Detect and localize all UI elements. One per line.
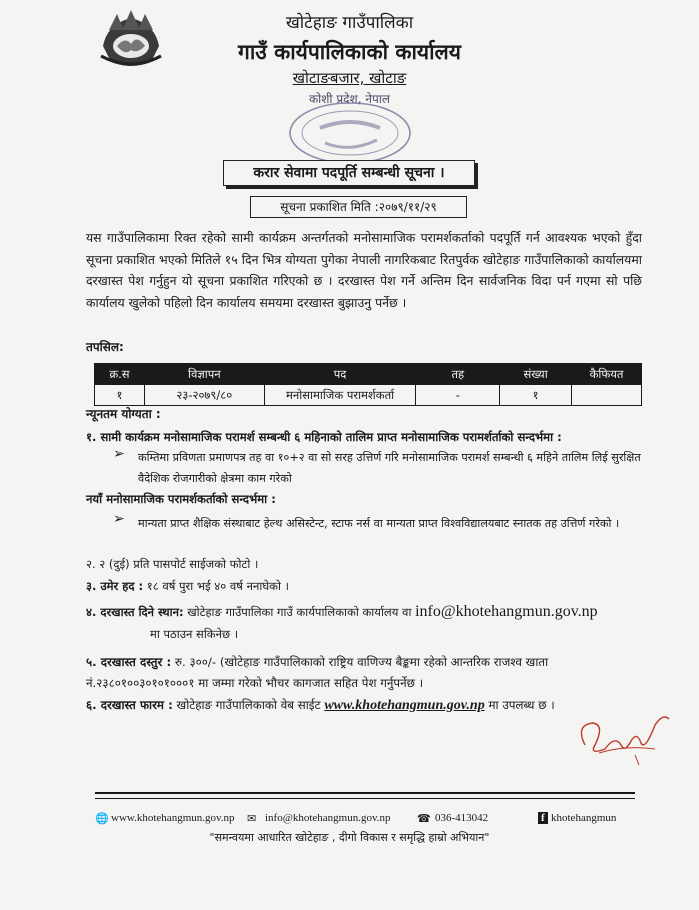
signature-icon — [565, 705, 675, 770]
footer-divider — [95, 792, 635, 794]
point-fee-text: रु. ३००/- (खोटेहाङ गाउँपालिकाको राष्ट्रिय वाणिज्य बैङ्कमा रहेको आन्तरिक राजश्व खाता नं.२३८०१००३०१०१०००१ मा जम्मा गरेको भौचर कागजात सहित पेश गर्नुपर्नेछ । — [86, 655, 549, 690]
globe-icon: 🌐 — [95, 813, 109, 825]
mail-icon: ✉ — [247, 813, 257, 825]
header-level: तह — [416, 364, 500, 385]
cell-remarks — [572, 385, 642, 406]
point-age-text: १८ वर्ष पुरा भई ४० वर्ष ननाघेको । — [143, 579, 289, 593]
facebook-icon: f — [538, 812, 548, 824]
point-place-text: खोटेहाङ गाउँपालिका गाउँ कार्यपालिकाको कार्यालय वा — [183, 605, 416, 619]
footer-facebook-link[interactable]: khotehangmun — [551, 812, 617, 824]
point-form-text: खोटेहाङ गाउँपालिकाको वेब साईट — [172, 698, 325, 712]
section2-detail: मान्यता प्राप्त शैक्षिक संस्थाबाट हेल्थ असिस्टेन्ट, स्टाफ नर्स वा मान्यता प्राप्त विश्वविद्यालयबाट स्नातक तह उत्तिर्ण गरेको । — [138, 517, 620, 530]
phone-icon: ☎ — [417, 813, 431, 825]
min-qualification-heading: न्यूनतम योग्यता : — [86, 407, 161, 421]
header-position: पद — [264, 364, 416, 385]
office-address: खोटाङबजार, खोटाङ — [292, 69, 407, 87]
details-label: तपसिल: — [86, 340, 124, 354]
cell-level: - — [416, 385, 500, 406]
footer-website-link[interactable]: www.khotehangmun.gov.np — [111, 812, 235, 824]
footer-email-link[interactable]: info@khotehangmun.gov.np — [265, 812, 391, 824]
point-place-tail: मा पठाउन सकिनेछ । — [150, 627, 239, 641]
header-remarks: कैफियत — [572, 364, 642, 385]
office-name: गाउँ कार्यपालिकाको कार्यालय — [238, 40, 461, 64]
municipality-name: खोटेहाङ गाउँपालिका — [285, 13, 414, 33]
cell-advertisement: २३-२०७९/८० — [144, 385, 264, 406]
point-age — [86, 579, 289, 594]
footer-phone: 036-413042 — [435, 812, 489, 824]
table-row — [95, 385, 642, 406]
footer-slogan: "समन्वयमा आधारित खोटेहाङ , दीगो विकास र समृद्धि हाम्रो अभियान" — [209, 831, 490, 844]
point-form-label: ६. दरखास्त फारम : — [86, 698, 173, 712]
point-fee — [86, 652, 654, 694]
office-stamp-icon — [285, 98, 415, 168]
publish-date: सूचना प्रकाशित मिति :२०७९/११/२९ — [250, 196, 467, 218]
point-photo: २. २ (दुई) प्रति पासपोर्ट साईजको फोटो । — [86, 557, 259, 571]
section1-detail: कम्तिमा प्रविणता प्रमाणपत्र तह वा १०+२ वा सो सरह उत्तिर्ण गरि मनोसामाजिक परामर्श सम्बन्धी ६ महिने तालिम लिई सुरक्षित वैदेशिक रोजगारीको क्षेत्रमा काम गरेको — [138, 451, 641, 485]
point-fee-label: ५. दरखास्त दस्तुर : — [86, 655, 172, 669]
submission-email-link[interactable]: info@khotehangmun.gov.np — [415, 603, 598, 620]
province-name: कोशी प्रदेश, नेपाल — [308, 92, 391, 106]
notice-title: करार सेवामा पदपूर्ति सम्बन्धी सूचना । — [223, 160, 475, 186]
point-submission-place — [86, 603, 666, 621]
arrow-bullet-icon: ➢ — [113, 446, 125, 462]
section1-heading: १. सामी कार्यक्रम मनोसामाजिक परामर्श सम्बन्धी ६ महिनाको तालिम प्राप्त मनोसामाजिक परामर्शर्ताको सन्दर्भमा : — [86, 430, 562, 444]
point-form-tail: मा उपलब्ध छ । — [484, 698, 555, 712]
vacancy-table — [94, 363, 642, 406]
footer-divider — [95, 798, 635, 799]
arrow-bullet-icon: ➢ — [113, 511, 125, 527]
website-link[interactable]: www.khotehangmun.gov.np — [324, 698, 485, 713]
point-age-label: ३. उमेर हद : — [86, 579, 144, 593]
section2-heading: नयाँ मनोसामाजिक परामर्शकर्ताको सन्दर्भमा : — [86, 492, 276, 506]
header-count: संख्या — [500, 364, 572, 385]
header-serial: क्र.स — [95, 364, 145, 385]
point-place-label: ४. दरखास्त दिने स्थान: — [86, 605, 184, 619]
cell-count: १ — [500, 385, 572, 406]
cell-serial: १ — [95, 385, 145, 406]
table-header-row — [95, 364, 642, 385]
cell-position: मनोसामाजिक परामर्शकर्ता — [264, 385, 416, 406]
notice-paragraph: यस गाउँपालिकामा रिक्त रहेको सामी कार्यक्रम अन्तर्गतको मनोसामाजिक परामर्शकर्ताको पदपूर्ति गर्न आवश्यक भएको हुँदा सूचना प्रकाशित भएको मितिले १५ दिन भित्र योग्यता पुगेका नेपाली नागरिकबाट रितपुर्वक खोटेहाङ गाउँपालिकाको कार्यालयमा दरखास्त पेश गर्नुहुन यो सूचना प्रकाशित गरिएको छ । दरखास्त पेश गर्ने अन्तिम दिन सार्वजनिक विदा पर्न गएमा सो पछि कार्यालय खुलेको पहिलो दिन कार्यालय समयमा दरखास्त बुझाउनु पर्नेछ । — [86, 230, 642, 310]
header-advertisement: विज्ञापन — [144, 364, 264, 385]
